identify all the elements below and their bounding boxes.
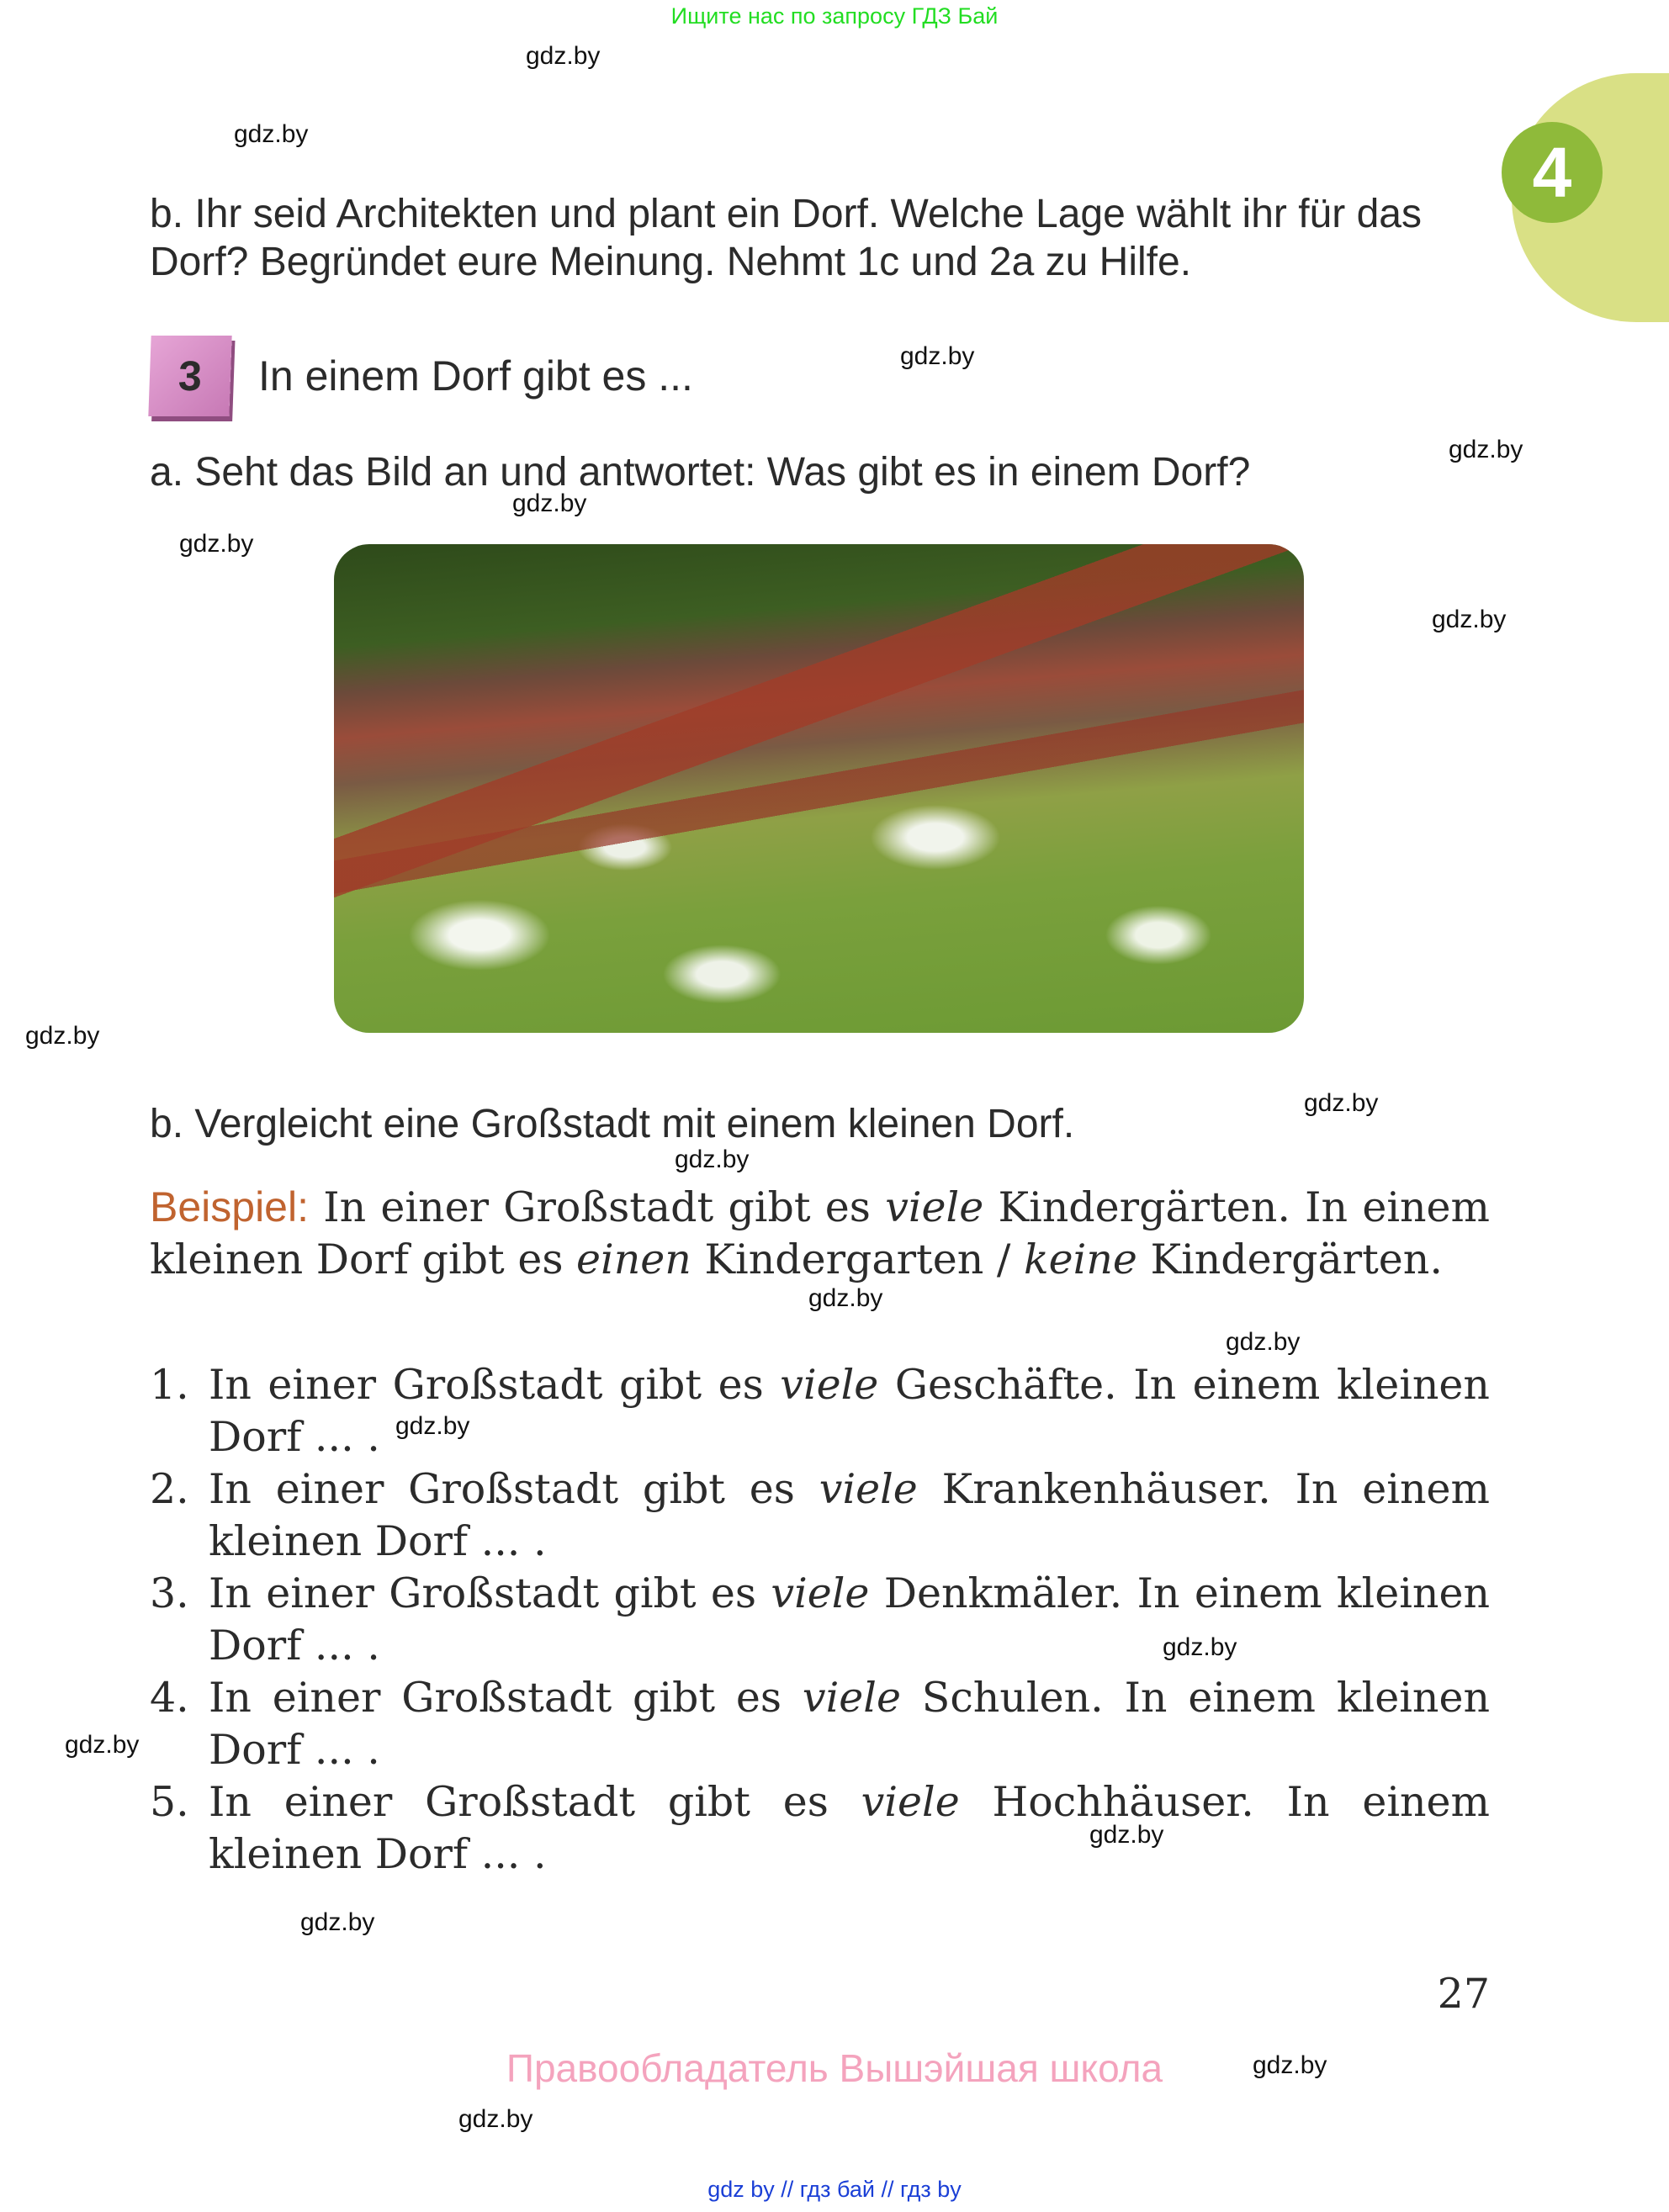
task-b-compare: b. Vergleicht eine Großstadt mit einem kleinen Dorf. — [150, 1102, 1075, 1146]
item-italic: viele — [771, 1569, 870, 1617]
item-text — [209, 1776, 1490, 1881]
copyright-owner: Правообладатель Вышэйшая школа — [506, 2046, 1163, 2090]
item-pre: In einer Großstadt gibt es — [209, 1674, 782, 1722]
watermark: gdz.by — [675, 1146, 750, 1173]
village-roofs — [334, 544, 1304, 1033]
example-text: In einer Großstadt gibt es — [323, 1183, 871, 1231]
item-post: Krankenhäuser. In einem kleinen Dorf ... . — [209, 1465, 1490, 1565]
watermark: gdz.by — [512, 489, 587, 517]
item-pre: In einer Großstadt gibt es — [209, 1778, 829, 1826]
example-italic: viele — [885, 1183, 984, 1231]
exercise-list — [150, 1359, 1490, 1881]
item-number: 3. — [150, 1569, 189, 1617]
watermark: gdz.by — [25, 1022, 100, 1050]
item-pre: In einer Großstadt gibt es — [209, 1465, 795, 1513]
watermark: gdz.by — [1432, 606, 1507, 633]
watermark: gdz.by — [395, 1412, 470, 1440]
example-text: Kindergärten. — [1150, 1236, 1443, 1283]
item-number: 1. — [150, 1361, 189, 1409]
task-b-architects: b. Ihr seid Architekten und plant ein Dorf. Welche Lage wählt ihr für das Dorf? Begründet eure Meinung. Nehmt 1c und 2a zu Hilfe. — [150, 192, 1422, 284]
item-post: Schulen. In einem kleinen Dorf ... . — [209, 1674, 1490, 1774]
watermark: gdz.by — [179, 530, 254, 558]
example-text: Kindergärten. In einem kleinen Dorf gibt es — [150, 1183, 1491, 1283]
item-post: Denkmäler. In einem kleinen Dorf ... . — [209, 1569, 1491, 1670]
example-label: Beispiel: — [150, 1183, 309, 1230]
unit-number-badge: 4 — [1502, 122, 1603, 223]
exercise-title: In einem Dorf gibt es ... — [258, 352, 693, 400]
top-banner-link[interactable]: Ищите нас по запросу ГДЗ Бай — [670, 3, 999, 29]
item-pre: In einer Großstadt gibt es — [209, 1361, 764, 1409]
example-italic: keine — [1023, 1236, 1137, 1283]
item-text — [209, 1463, 1490, 1568]
list-item — [150, 1776, 1490, 1881]
watermark: gdz.by — [1163, 1633, 1237, 1661]
watermark: gdz.by — [900, 342, 975, 370]
item-text — [209, 1359, 1490, 1463]
watermark: gdz.by — [808, 1284, 883, 1312]
example-text: Kindergarten / — [704, 1236, 1011, 1283]
item-number: 2. — [150, 1465, 189, 1513]
watermark: gdz.by — [1449, 436, 1523, 463]
page-number: 27 — [1437, 1970, 1490, 2018]
watermark: gdz.by — [458, 2105, 533, 2133]
item-number: 4. — [150, 1674, 189, 1722]
watermark: gdz.by — [1226, 1328, 1301, 1356]
watermark: gdz.by — [1253, 2051, 1327, 2079]
item-post: Geschäfte. In einem kleinen Dorf ... . — [209, 1361, 1490, 1461]
watermark: gdz.by — [526, 42, 601, 70]
watermark: gdz.by — [1089, 1821, 1164, 1849]
village-photo — [334, 544, 1304, 1033]
footer-links[interactable]: gdz by // гдз бай // гдз by — [707, 2177, 962, 2202]
list-item — [150, 1359, 1490, 1463]
item-italic: viele — [780, 1361, 879, 1409]
item-text — [209, 1672, 1490, 1776]
item-pre: In einer Großstadt gibt es — [209, 1569, 757, 1617]
item-italic: viele — [861, 1778, 960, 1826]
example-paragraph — [150, 1181, 1490, 1286]
watermark: gdz.by — [300, 1908, 375, 1936]
item-post: Hochhäuser. In einem kleinen Dorf ... . — [209, 1778, 1491, 1878]
item-number: 5. — [150, 1778, 189, 1826]
item-text — [209, 1568, 1490, 1672]
item-italic: viele — [802, 1674, 901, 1722]
watermark: gdz.by — [1304, 1089, 1379, 1117]
item-italic: viele — [819, 1465, 918, 1513]
watermark: gdz.by — [65, 1731, 140, 1759]
list-item — [150, 1672, 1490, 1776]
task-a-heading: a. Seht das Bild an und antwortet: Was gibt es in einem Dorf? — [150, 450, 1251, 495]
example-italic: einen — [576, 1236, 691, 1283]
list-item — [150, 1568, 1490, 1672]
exercise-number-badge: 3 — [148, 336, 231, 416]
watermark: gdz.by — [234, 120, 309, 148]
list-item — [150, 1463, 1490, 1568]
